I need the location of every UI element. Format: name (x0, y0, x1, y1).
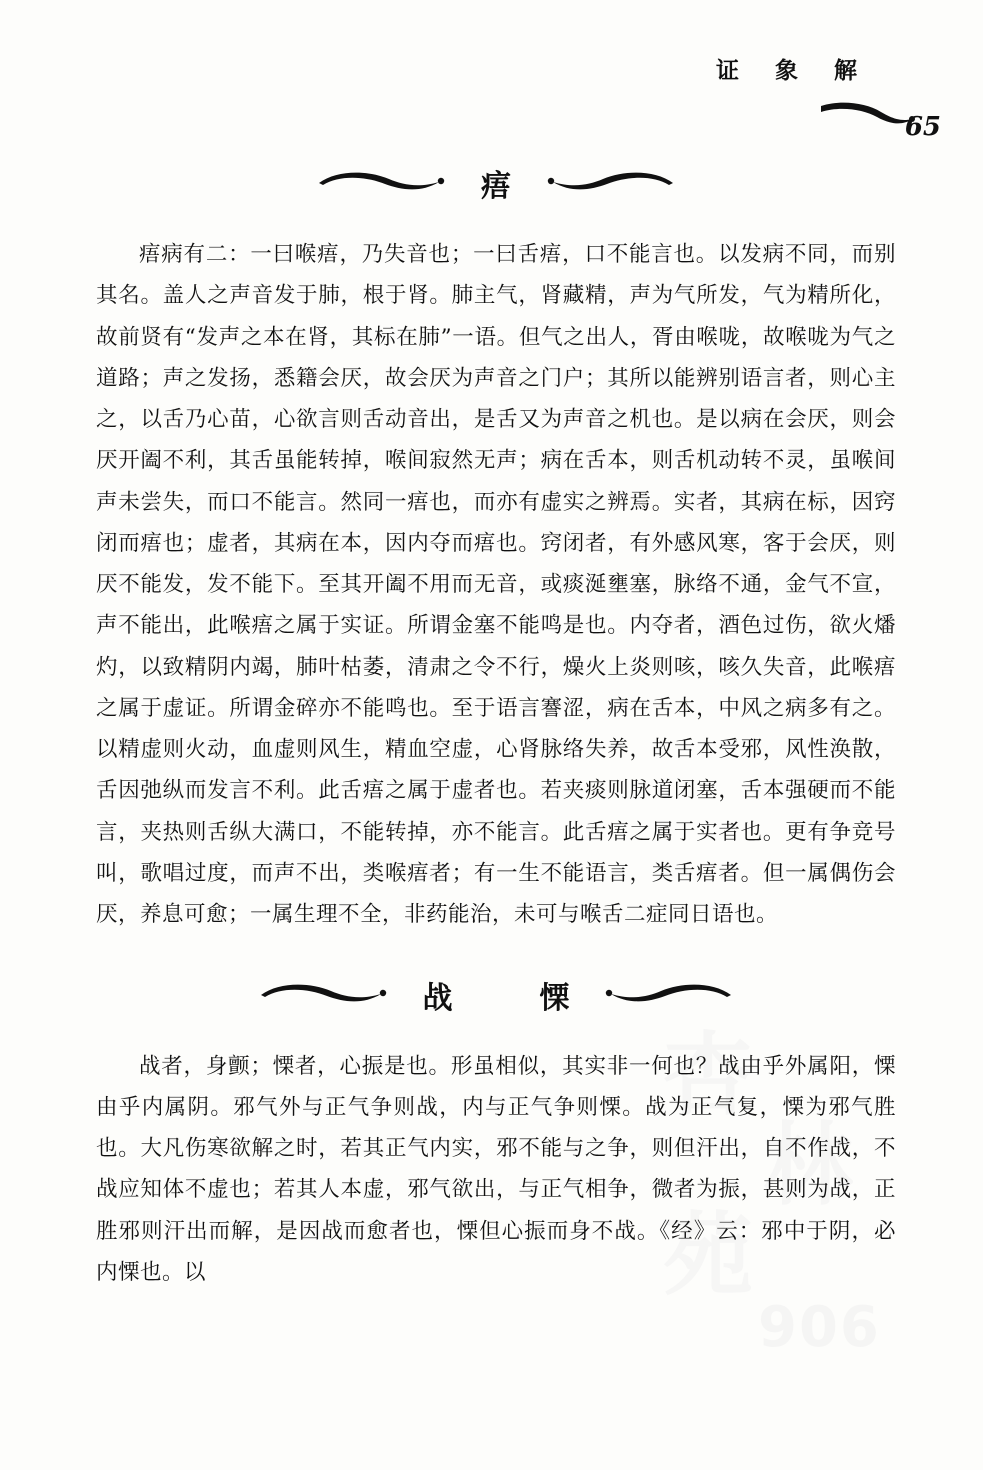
running-head: 证 象 解 (715, 57, 871, 84)
page-content (96, 150, 896, 1293)
watermark-char-2: 林 (763, 1112, 853, 1218)
flourish-left-icon (315, 166, 445, 200)
watermark-char-3: 苑 (663, 1202, 753, 1308)
paragraph: 痦病有二：一曰喉痦，乃失音也；一曰舌痦，口不能言也。以发病不同，而别其名。盖人之声音发于肺，根于肾。肺主气，肾藏精，声为气所发，气为精所化，故前贤有“发声之本在肾，其标在肺”一语。但气之出人，胥由喉咙，故喉咙为气之道路；声之发扬，悉籍会厌，故会厌为声音之门户；其所以能辨别语言者，则心主之，以舌乃心苗，心欲言则舌动音出，是舌又为声音之机也。是以病在会厌，则会厌开阖不利，其舌虽能转掉，喉间寂然无声；病在舌本，则舌机动转不灵，虽喉间声未尝失，而口不能言。然同一痦也，而亦有虚实之辨焉。实者，其病在标，因窍闭而痦也；虚者，其病在本，因内夺而痦也。窍闭者，有外感风寒，客于会厌，则厌不能发，发不能下。至其开阖不用而无音，或痰涎壅塞，脉络不通，金气不宣，声不能出，此喉痦之属于实证。所谓金塞不能鸣是也。内夺者，酒色过伤，欲火燔灼，以致精阴内竭，肺叶枯萎，清肃之令不行，燥火上炎则咳，咳久失音，此喉痦之属于虚证。所谓金碎亦不能鸣也。至于语言謇涩，病在舌本，中风之病多有之。以精虚则火动，血虚则风生，精血空虚，心肾脉络失养，故舌本受邪，风性涣散，舌因弛纵而发言不利。此舌痦之属于虚者也。若夹痰则脉道闭塞，舌本强硬而不能言，夹热则舌纵大满口，不能转掉，亦不能言。此舌痦之属于实者也。更有争竞号叫，歌唱过度，而声不出，类喉痦者；有一生不能语言，类舌痦者。但一属偶伤会厌，养息可愈；一属生理不全，非药能治，未可与喉舌二症同日语也。 (96, 242, 896, 928)
watermark-number: 906 (758, 1295, 881, 1360)
section-heading-1 (96, 158, 896, 208)
page-number: 65 (904, 112, 941, 142)
flourish-right-icon (605, 978, 735, 1012)
flourish-left-icon (257, 978, 387, 1012)
section-title-2: 战 慄 (422, 980, 592, 1016)
paragraph: 战者，身颤；慄者，心振是也。形虽相似，其实非一何也？战由乎外属阳，慄由乎内属阴。邪气外与正气争则战，内与正气争则慄。战为正气复，慄为邪气胜也。大凡伤寒欲解之时，若其正气内实，邪不能与之争，则但汗出，自不作战，不战应知体不虚也；若其人本虚，邪气欲出，与正气相争，微者为振，甚则为战，正胜邪则汗出而解，是因战而愈者也，慄但心振而身不战。《经》云：邪中于阴，必内慄也。以 (96, 1053, 896, 1285)
flourish-icon (819, 100, 915, 134)
watermark-char-1: 杏 (663, 1022, 753, 1128)
section-title-1: 痦 (481, 169, 533, 204)
section-heading-2 (96, 970, 896, 1020)
folio (821, 100, 941, 144)
flourish-right-icon (547, 166, 677, 200)
